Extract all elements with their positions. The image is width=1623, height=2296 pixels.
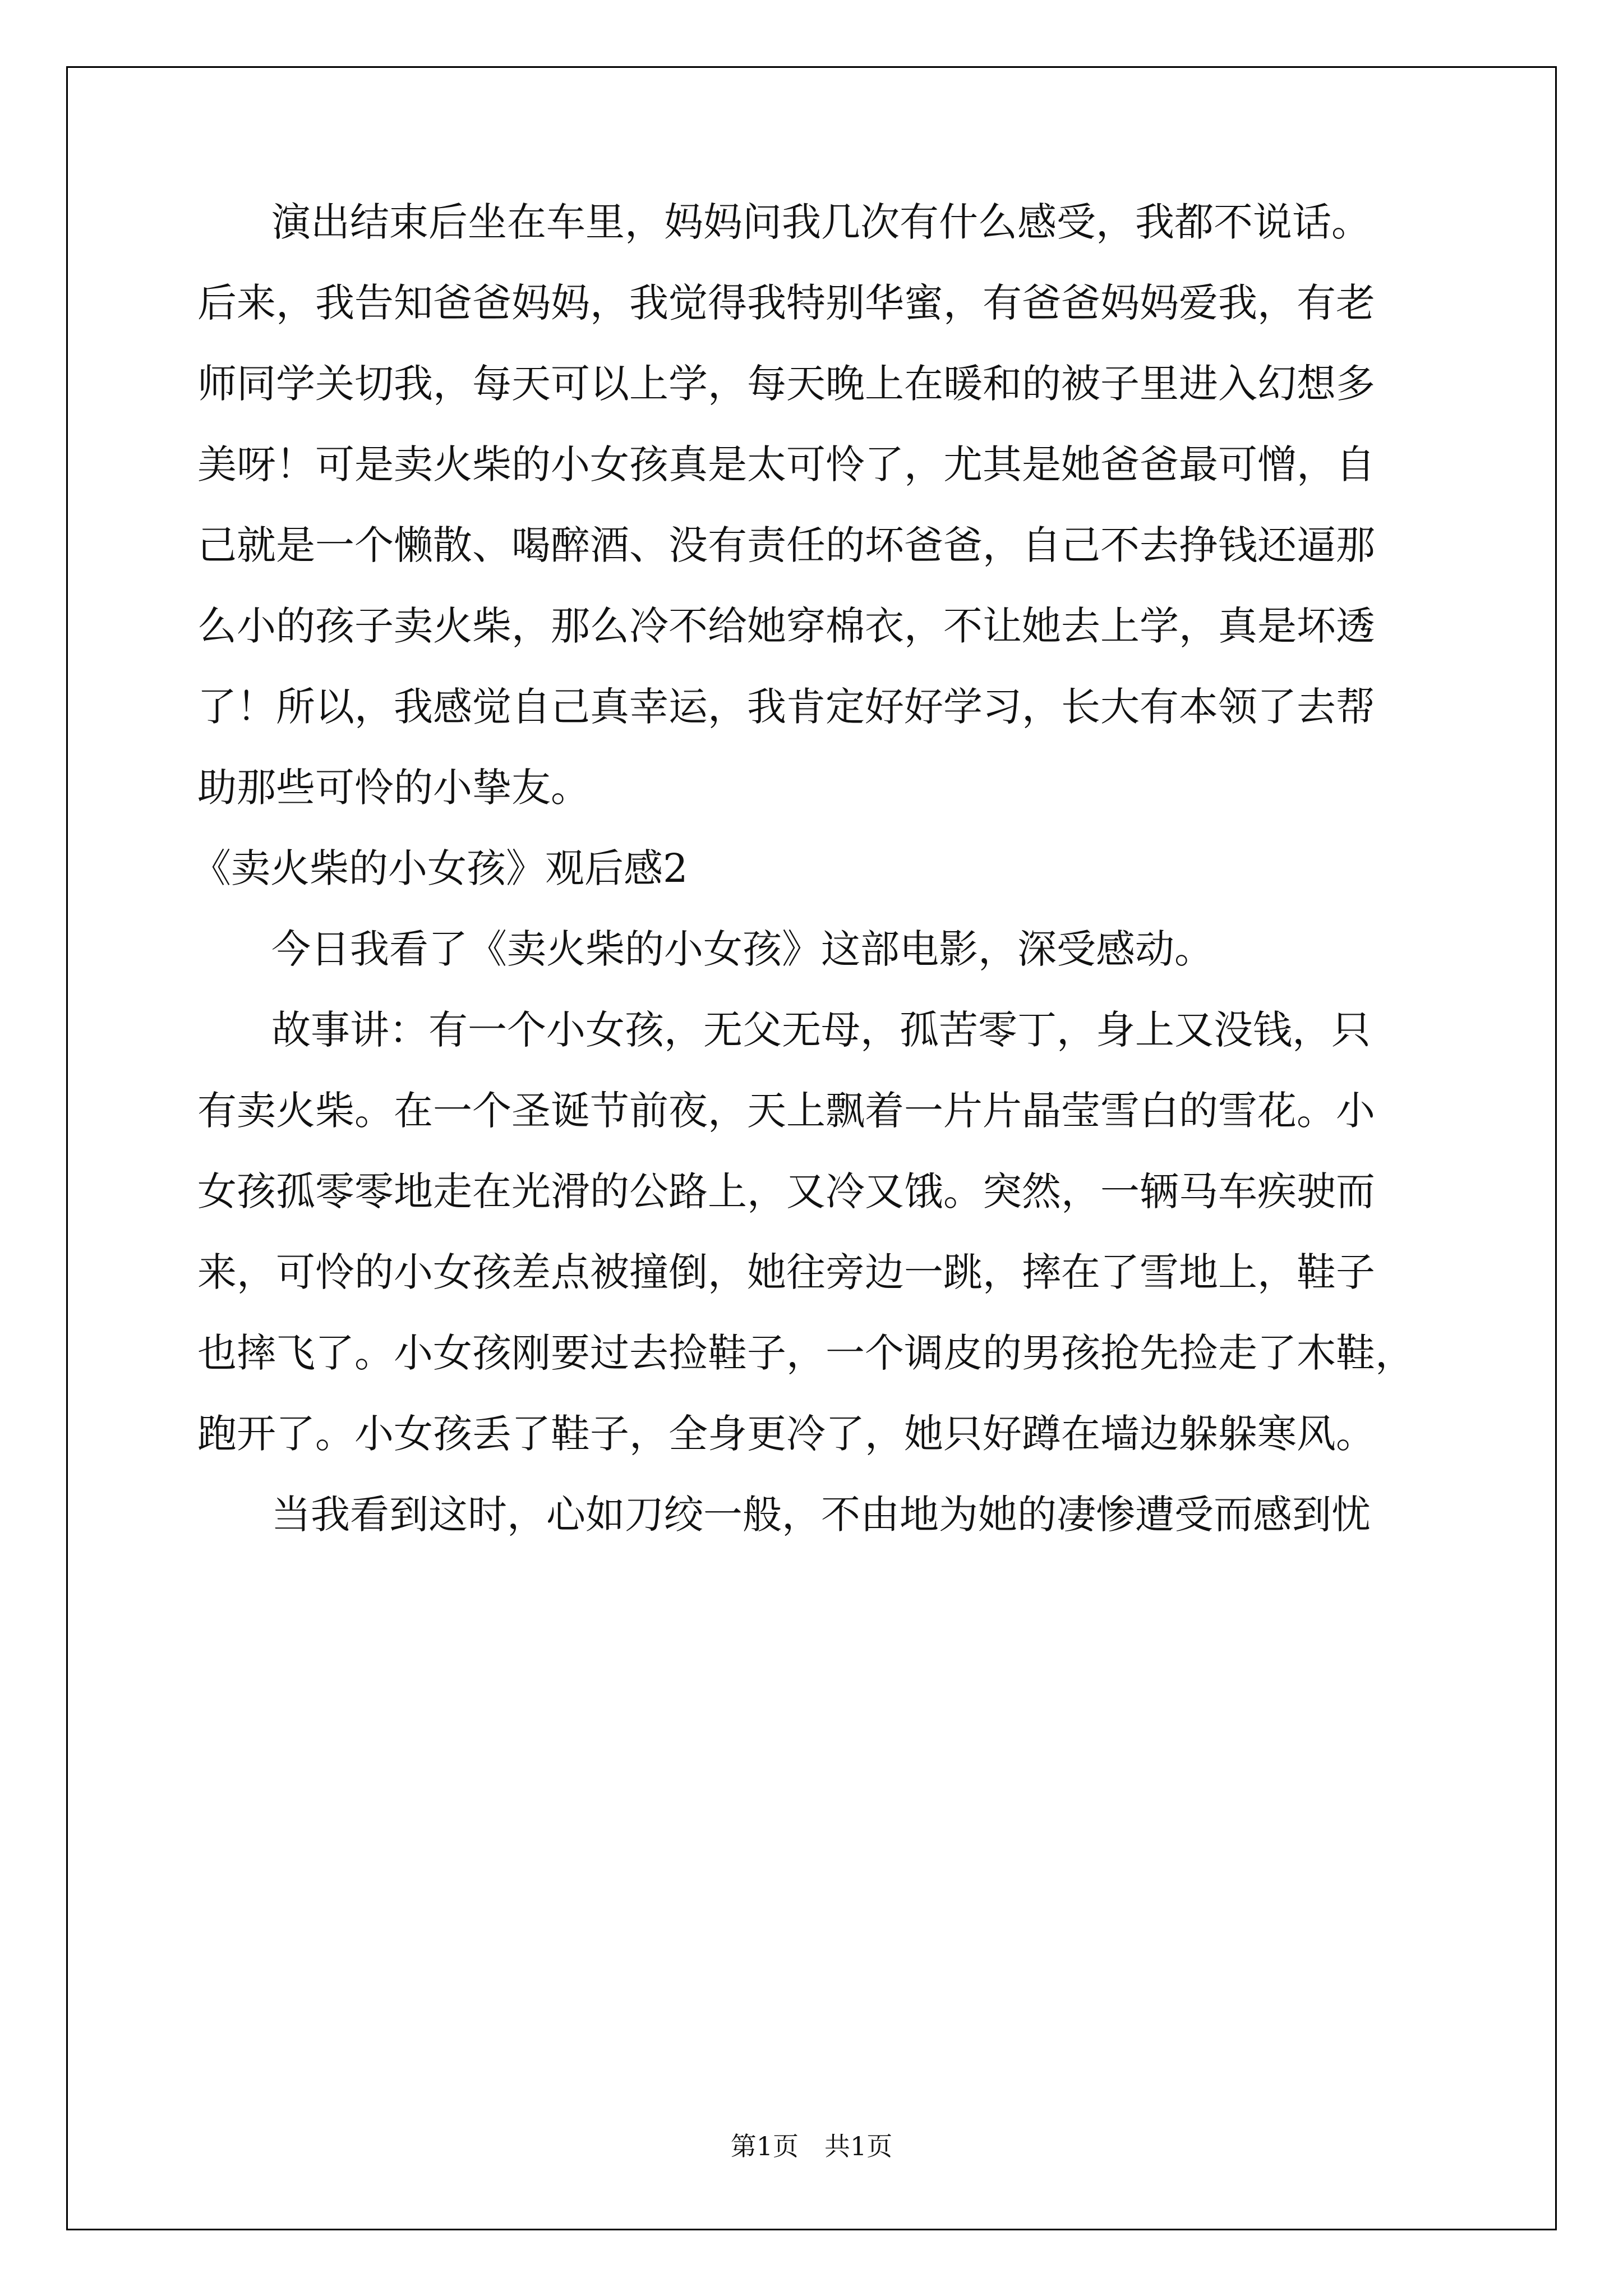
paragraph-line: 当我看到这时，心如刀绞一般，不由地为她的凄惨遭受而感到忧 [271, 1492, 1371, 1538]
paragraph-line: 女孩孤零零地走在光滑的公路上，又冷又饿。突然，一辆马车疾驶而 [197, 1168, 1375, 1214]
paragraph-line: 么小的孩子卖火柴，那么冷不给她穿棉衣，不让她去上学，真是坏透 [197, 603, 1375, 649]
paragraph-line: 己就是一个懒散、喝醉酒、没有责任的坏爸爸，自己不去挣钱还逼那 [197, 522, 1375, 568]
paragraph-line: 美呀！可是卖火柴的小女孩真是太可怜了，尤其是她爸爸最可憎，自 [197, 441, 1375, 487]
paragraph-line: 了！所以，我感觉自己真幸运，我肯定好好学习，长大有本领了去帮 [197, 684, 1375, 730]
paragraph-line: 故事讲：有一个小女孩，无父无母，孤苦零丁，身上又没钱，只 [271, 1007, 1371, 1053]
paragraph-line: 跑开了。小女孩丢了鞋子，全身更冷了，她只好蹲在墙边躲躲寒风。 [197, 1411, 1375, 1457]
paragraph-line: 演出结束后坐在车里，妈妈问我几次有什么感受，我都不说话。 [271, 199, 1371, 245]
section-heading: 《卖火柴的小女孩》观后感2 [192, 845, 688, 891]
paragraph-line: 来，可怜的小女孩差点被撞倒，她往旁边一跳，摔在了雪地上，鞋子 [197, 1249, 1375, 1295]
page-footer: 第1页 共1页 [730, 2131, 893, 2161]
paragraph-line: 师同学关切我，每天可以上学，每天晚上在暖和的被子里进入幻想多 [197, 361, 1375, 407]
paragraph-line: 今日我看了《卖火柴的小女孩》这部电影，深受感动。 [271, 926, 1214, 972]
paragraph-line: 有卖火柴。在一个圣诞节前夜，天上飘着一片片晶莹雪白的雪花。小 [197, 1088, 1375, 1134]
paragraph-line: 助那些可怜的小挚友。 [197, 765, 590, 811]
paragraph-line: 也摔飞了。小女孩刚要过去捡鞋子，一个调皮的男孩抢先捡走了木鞋， [197, 1330, 1414, 1376]
paragraph-line: 后来，我告知爸爸妈妈，我觉得我特别华蜜，有爸爸妈妈爱我，有老 [197, 280, 1375, 326]
